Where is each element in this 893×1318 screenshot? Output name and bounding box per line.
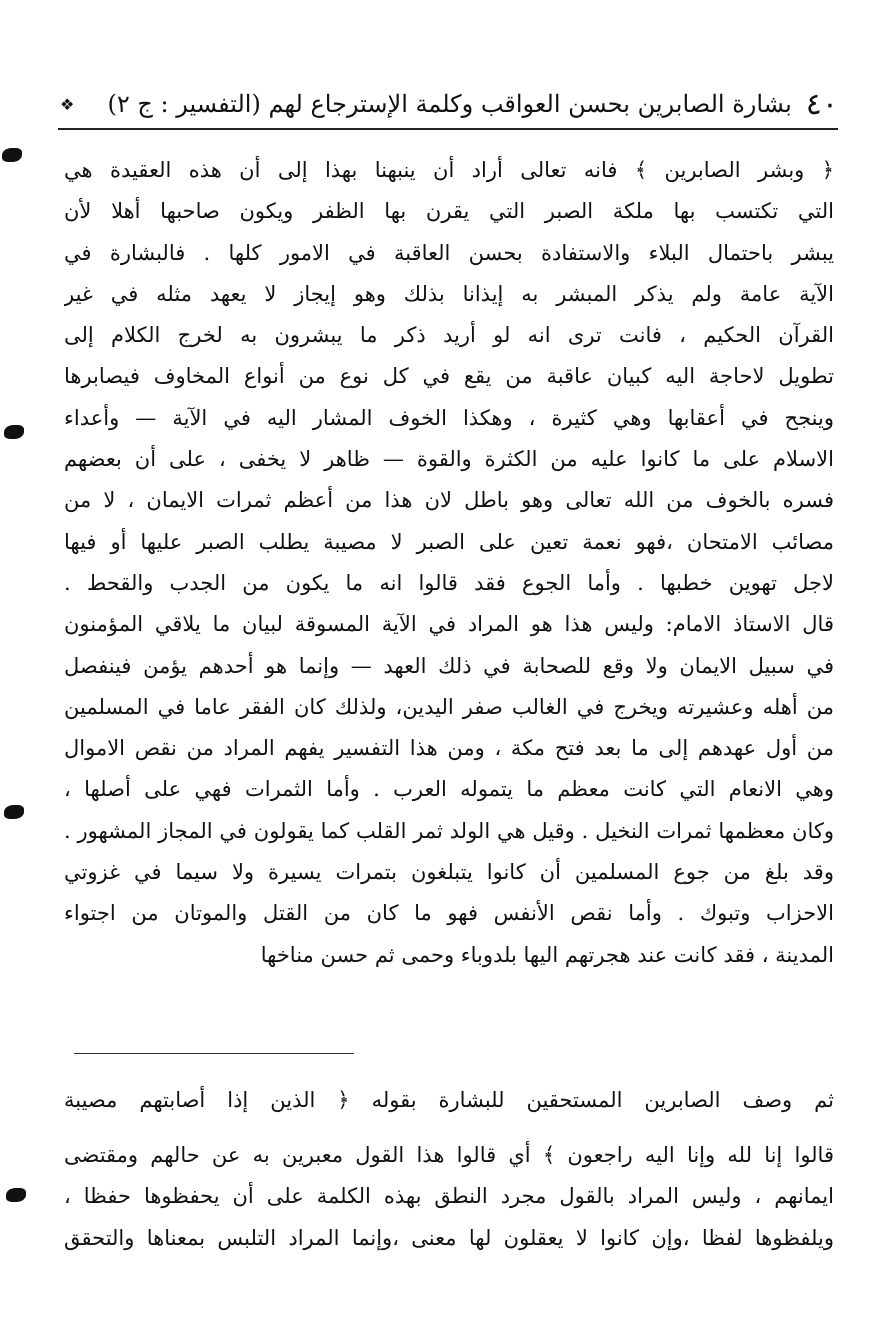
- text-line: الاحزاب وتبوك . وأما نقص الأنفس فهو ما كان من القتل والموتان من اجتواء: [64, 901, 834, 926]
- text-line: تطويل لاحاجة اليه كبيان عاقبة من يقع في كل نوع من أنواع المخاوف فيصابرها: [64, 364, 834, 389]
- text-line: المدينة ، فقد كانت عند هجرتهم اليها بلدوباء وحمى ثم حسن مناخها: [260, 942, 834, 967]
- text-line: من أول عهدهم إلى ما بعد فتح مكة ، ومن هذا التفسير يفهم المراد من نقص الاموال: [64, 736, 834, 761]
- text-line: قال الاستاذ الامام: وليس هذا هو المراد في الآية المسوقة لبيان ما يلاقي المؤمنون: [64, 612, 834, 637]
- text-line: ثم وصف الصابرين المستحقين للبشارة بقوله ﴿ الذين إذا أصابتهم مصيبة: [64, 1088, 834, 1112]
- text-line: وهي الانعام التي كانت معظم ما يتموله العرب . وأما الثمرات فهي على أصلها ،: [64, 777, 834, 802]
- header-ornament: ❖: [60, 95, 75, 114]
- text-line: من أهله وعشيرته ويخرج في الغالب صفر اليدين، ولذلك كان الفقر عاما في المسلمين: [64, 694, 834, 719]
- main-text: [64, 150, 834, 976]
- text-line: وقد بلغ من جوع المسلمين أن كانوا يتبلغون بتمرات يسيرة ولا سيما في غزوتي: [64, 860, 834, 885]
- text-line: لاجل تهوين خطبها . وأما الجوع فقد قالوا انه ما يكون من الجدب والقحط .: [64, 570, 834, 595]
- page-header: [58, 84, 838, 124]
- text-line: الاسلام على ما كانوا عليه من الكثرة والقوة — ظاهر لا يخفى ، على أن بعضهم: [64, 447, 834, 472]
- text-line: وينجح في أعقابها وهي كثيرة ، وهكذا الخوف المشار اليه في الآية — وأعداء: [64, 405, 834, 430]
- text-line: يبشر باحتمال البلاء والاستفادة بحسن العاقبة في الامور كلها . فالبشارة في: [64, 240, 834, 265]
- text-line: في سبيل الايمان ولا وقع للصحابة في ذلك العهد — وإنما هو أحدهم يؤمن فينفصل: [64, 653, 834, 678]
- text-line: ويلفظوها لفظا ،وإن كانوا لا يعقلون لها معنى ،وإنما المراد التلبس بمعناها والتحقق: [64, 1225, 834, 1250]
- text-line: ﴿ وبشر الصابرين ﴾ فانه تعالى أراد أن ينبهنا بهذا إلى أن هذه العقيدة هي: [64, 158, 834, 182]
- text-line: وكان معظمها ثمرات النخيل . وقيل هي الولد ثمر القلب كما يقولون في المجاز المشهور .: [64, 818, 834, 843]
- continuation-text: [64, 1135, 834, 1259]
- transition-paragraph: [64, 1080, 834, 1121]
- text-line: ايمانهم ، وليس المراد بالقول مجرد النطق بهذه الكلمة على أن يحفظوها حفظا ،: [64, 1184, 834, 1209]
- text-line: مصائب الامتحان ،فهو نعمة تعين على الصبر لا مصيبة يطلب الصبر عليها أو فيها: [64, 529, 834, 554]
- text-line: القرآن الحكيم ، فانت ترى انه لو أريد ذكر ما يبشرون به لخرج الكلام إلى: [64, 323, 834, 348]
- text-line: الآية عامة ولم يذكر المبشر به إيذانا بذلك وهو إيجاز لا يعهد مثله في غير: [64, 281, 834, 306]
- running-title: بشارة الصابرين بحسن العواقب وكلمة الإسترجاع لهم (التفسير : ج ٢): [107, 90, 792, 118]
- header-rule: [58, 128, 838, 130]
- section-separator: [74, 1053, 354, 1054]
- text-line: قالوا إنا لله وإنا اليه راجعون ﴾ أي قالوا هذا القول معبرين به عن حالهم ومقتضى: [64, 1143, 834, 1167]
- text-line: فسره بالخوف من الله تعالى وهو باطل لان هذا من أعظم ثمرات الايمان ، لا من: [64, 488, 834, 513]
- page-number: ٤٠: [805, 86, 838, 122]
- text-line: التي تكتسب بها ملكة الصبر التي يقرن بها الظفر ويكون صاحبها أهلا لأن: [64, 199, 834, 224]
